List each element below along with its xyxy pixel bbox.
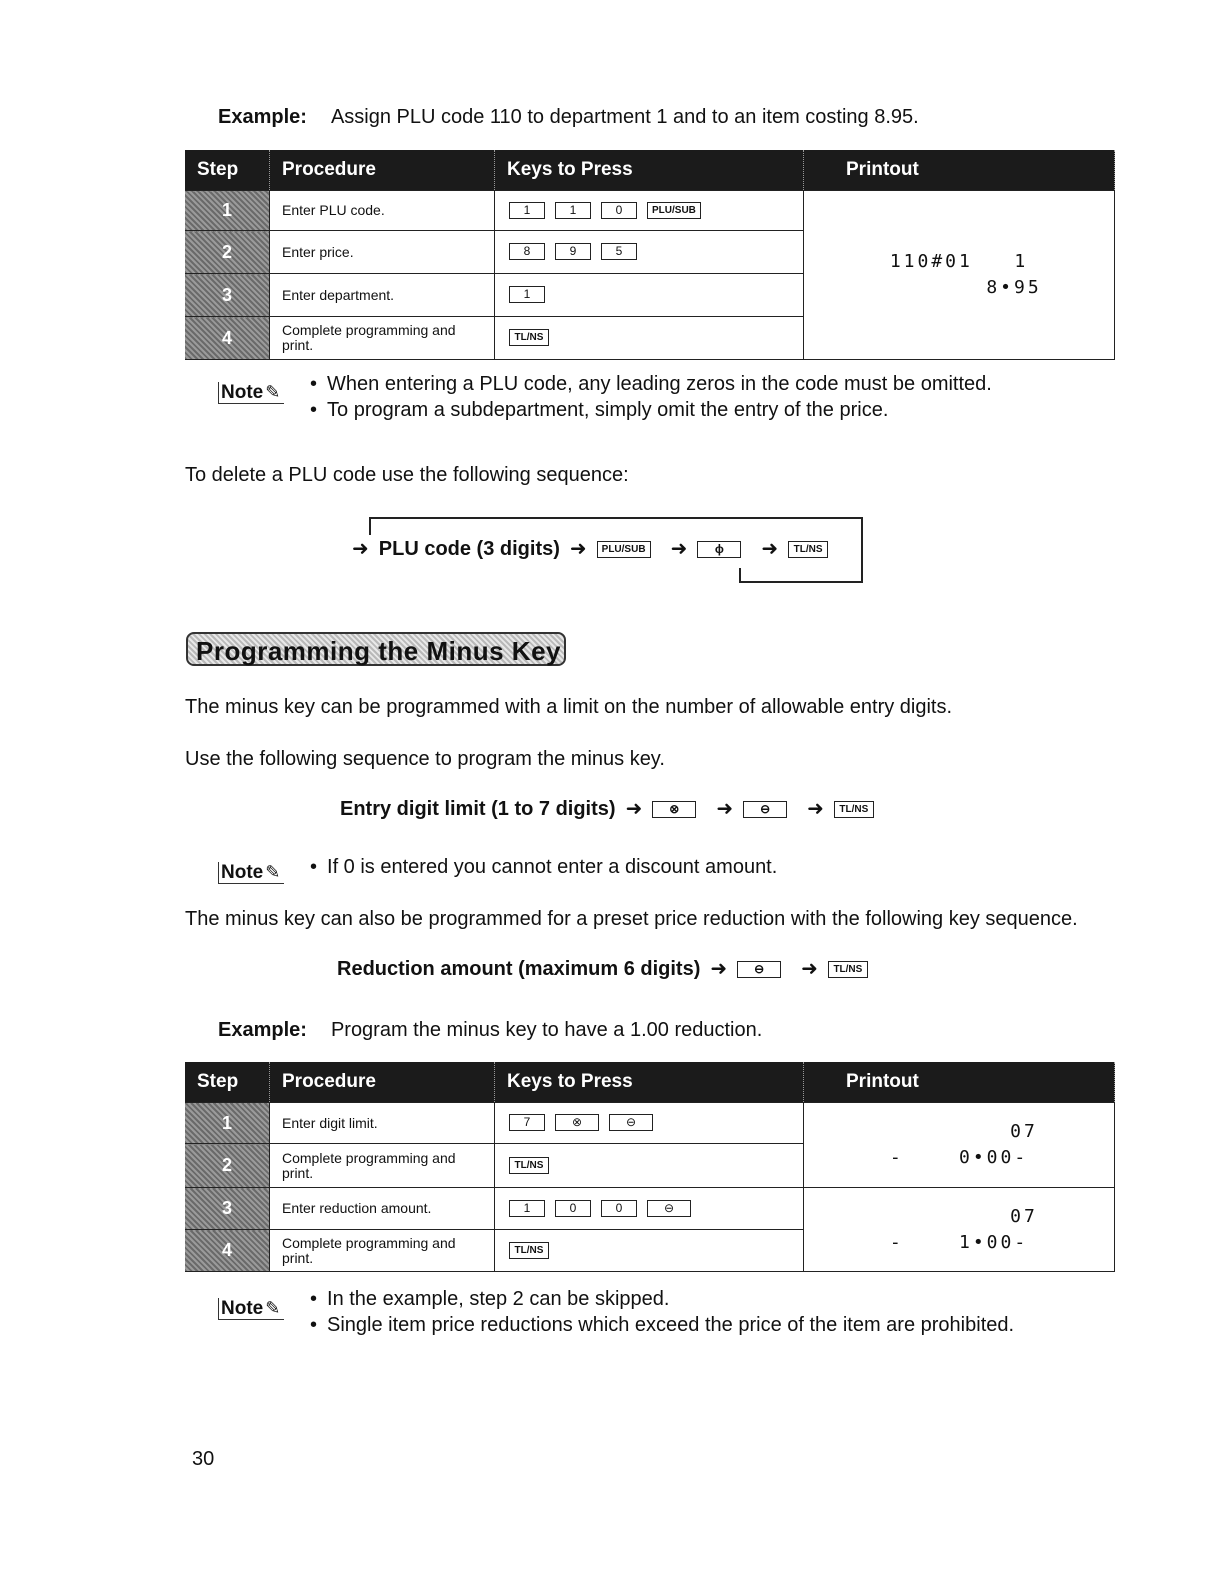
pencil-icon: ✎ — [265, 382, 281, 402]
procedure-text: Complete programming and print. — [270, 1230, 495, 1272]
printout-line: 8•95 — [986, 277, 1042, 298]
header-step: Step — [185, 1062, 270, 1103]
arrow-icon: ➜ — [716, 798, 734, 820]
header-keys: Keys to Press — [495, 1062, 804, 1103]
keys-cell — [495, 231, 804, 274]
header-procedure: Procedure — [270, 150, 495, 191]
keys-cell — [495, 1144, 804, 1188]
void-key: ɸ — [697, 541, 741, 558]
tl-ns-key: TL/NS — [834, 801, 874, 818]
arrow-icon: ➜ — [352, 538, 369, 560]
procedure-text: Complete programming and print. — [270, 1144, 495, 1188]
printout-cell — [804, 1188, 1115, 1272]
paragraph-preset-reduction: The minus key can also be programmed for a preset price reduction with the following key sequence. — [185, 908, 1078, 930]
minus-key: ⊖ — [743, 801, 787, 818]
minus-key: ⊖ — [737, 961, 781, 978]
paragraph-minus-limit: The minus key can be programmed with a limit on the number of allowable entry digits. — [185, 696, 953, 718]
arrow-icon: ➜ — [569, 538, 587, 560]
note-1-list — [310, 371, 992, 423]
keys-cell — [495, 1188, 804, 1230]
paragraph-minus-sequence: Use the following sequence to program the minus key. — [185, 748, 665, 770]
printout-line: - 0•00- — [889, 1147, 1029, 1168]
example-text: Assign PLU code 110 to department 1 and to an item costing 8.95. — [330, 106, 919, 128]
printout-cell — [804, 191, 1115, 360]
note-3-list — [310, 1286, 1014, 1338]
procedure-text: Enter price. — [270, 231, 495, 274]
procedure-text: Complete programming and print. — [270, 317, 495, 360]
note-badge — [218, 1298, 284, 1320]
multiply-key: ⊗ — [652, 801, 696, 818]
table-row — [185, 191, 1115, 231]
note-item: • In the example, step 2 can be skipped. — [310, 1286, 1014, 1312]
step-number: 1 — [185, 1103, 270, 1144]
plu-sub-key: PLU/SUB — [597, 541, 651, 558]
key-5: 5 — [601, 243, 637, 260]
example-text: Program the minus key to have a 1.00 reduction. — [330, 1019, 763, 1041]
section-title: Programming the Minus Key — [186, 632, 566, 666]
header-step: Step — [185, 150, 270, 191]
note-item: • Single item price reductions which exceed the price of the item are prohibited. — [310, 1312, 1014, 1338]
procedure-text: Enter PLU code. — [270, 191, 495, 231]
step-number: 4 — [185, 317, 270, 360]
minus-key: ⊖ — [647, 1200, 691, 1217]
step-number: 2 — [185, 231, 270, 274]
key-1: 1 — [509, 286, 545, 303]
printout-line: 07 — [1010, 1121, 1038, 1142]
step-number: 4 — [185, 1230, 270, 1272]
sequence-loop-lines — [360, 510, 880, 590]
arrow-icon: ➜ — [625, 798, 643, 820]
arrow-icon: ➜ — [761, 538, 779, 560]
key-1: 1 — [555, 202, 591, 219]
entry-digit-sequence — [340, 796, 884, 821]
header-keys: Keys to Press — [495, 150, 804, 191]
key-9: 9 — [555, 243, 591, 260]
arrow-icon: ➜ — [710, 958, 728, 980]
step-number: 3 — [185, 1188, 270, 1230]
keys-cell — [495, 274, 804, 317]
tl-ns-key: TL/NS — [788, 541, 828, 558]
page-number: 30 — [192, 1448, 215, 1470]
key-8: 8 — [509, 243, 545, 260]
key-0: 0 — [601, 202, 637, 219]
minus-steps-table — [185, 1062, 1115, 1272]
key-7: 7 — [509, 1114, 545, 1131]
keys-cell — [495, 191, 804, 231]
tl-ns-key: TL/NS — [509, 1157, 549, 1174]
procedure-text: Enter reduction amount. — [270, 1188, 495, 1230]
note-2-list — [310, 854, 777, 880]
header-printout: Printout — [804, 150, 1115, 191]
note-badge — [218, 862, 284, 884]
tl-ns-key: TL/NS — [509, 329, 549, 346]
arrow-icon: ➜ — [807, 798, 824, 820]
step-number: 1 — [185, 191, 270, 231]
printout-line: 07 — [1010, 1205, 1038, 1227]
printout-line: - 1•00- — [889, 1231, 1029, 1253]
sequence-text: Reduction amount (maximum 6 digits) — [337, 958, 701, 980]
keys-cell — [495, 1230, 804, 1272]
reduction-sequence — [337, 956, 878, 981]
key-0: 0 — [601, 1200, 637, 1217]
plu-steps-table — [185, 150, 1115, 360]
key-1: 1 — [509, 202, 545, 219]
printout-cell — [804, 1103, 1115, 1188]
note-item: • When entering a PLU code, any leading zeros in the code must be omitted. — [310, 371, 992, 397]
header-printout: Printout — [804, 1062, 1115, 1103]
keys-cell — [495, 317, 804, 360]
arrow-icon: ➜ — [670, 538, 688, 560]
pencil-icon: ✎ — [265, 862, 281, 882]
procedure-text: Enter department. — [270, 274, 495, 317]
note-badge — [218, 382, 284, 404]
sequence-text: Entry digit limit (1 to 7 digits) — [340, 798, 616, 820]
keys-cell — [495, 1103, 804, 1144]
plu-sub-key: PLU/SUB — [647, 202, 701, 219]
pencil-icon: ✎ — [265, 1298, 281, 1318]
step-number: 2 — [185, 1144, 270, 1188]
note-label: Note — [221, 862, 264, 883]
table-row — [185, 1188, 1115, 1230]
table-row — [185, 1103, 1115, 1144]
procedure-text: Enter digit limit. — [270, 1103, 495, 1144]
note-label: Note — [221, 1298, 264, 1319]
sequence-text: PLU code (3 digits) — [378, 538, 560, 560]
printout-line: 110#01 1 — [889, 251, 1029, 272]
example-label: Example: — [218, 1019, 307, 1041]
note-label: Note — [221, 382, 264, 403]
step-number: 3 — [185, 274, 270, 317]
tl-ns-key: TL/NS — [509, 1242, 549, 1259]
minus-key: ⊖ — [609, 1114, 653, 1131]
header-procedure: Procedure — [270, 1062, 495, 1103]
key-1: 1 — [509, 1200, 545, 1217]
multiply-key: ⊗ — [555, 1114, 599, 1131]
tl-ns-key: TL/NS — [828, 961, 868, 978]
note-item: • To program a subdepartment, simply omit the entry of the price. — [310, 397, 992, 423]
delete-intro: To delete a PLU code use the following sequence: — [185, 464, 629, 486]
arrow-icon: ➜ — [801, 958, 818, 980]
example-label: Example: — [218, 106, 307, 128]
example-1 — [218, 106, 919, 129]
example-2 — [218, 1019, 762, 1042]
key-0: 0 — [555, 1200, 591, 1217]
note-item: • If 0 is entered you cannot enter a discount amount. — [310, 854, 777, 880]
